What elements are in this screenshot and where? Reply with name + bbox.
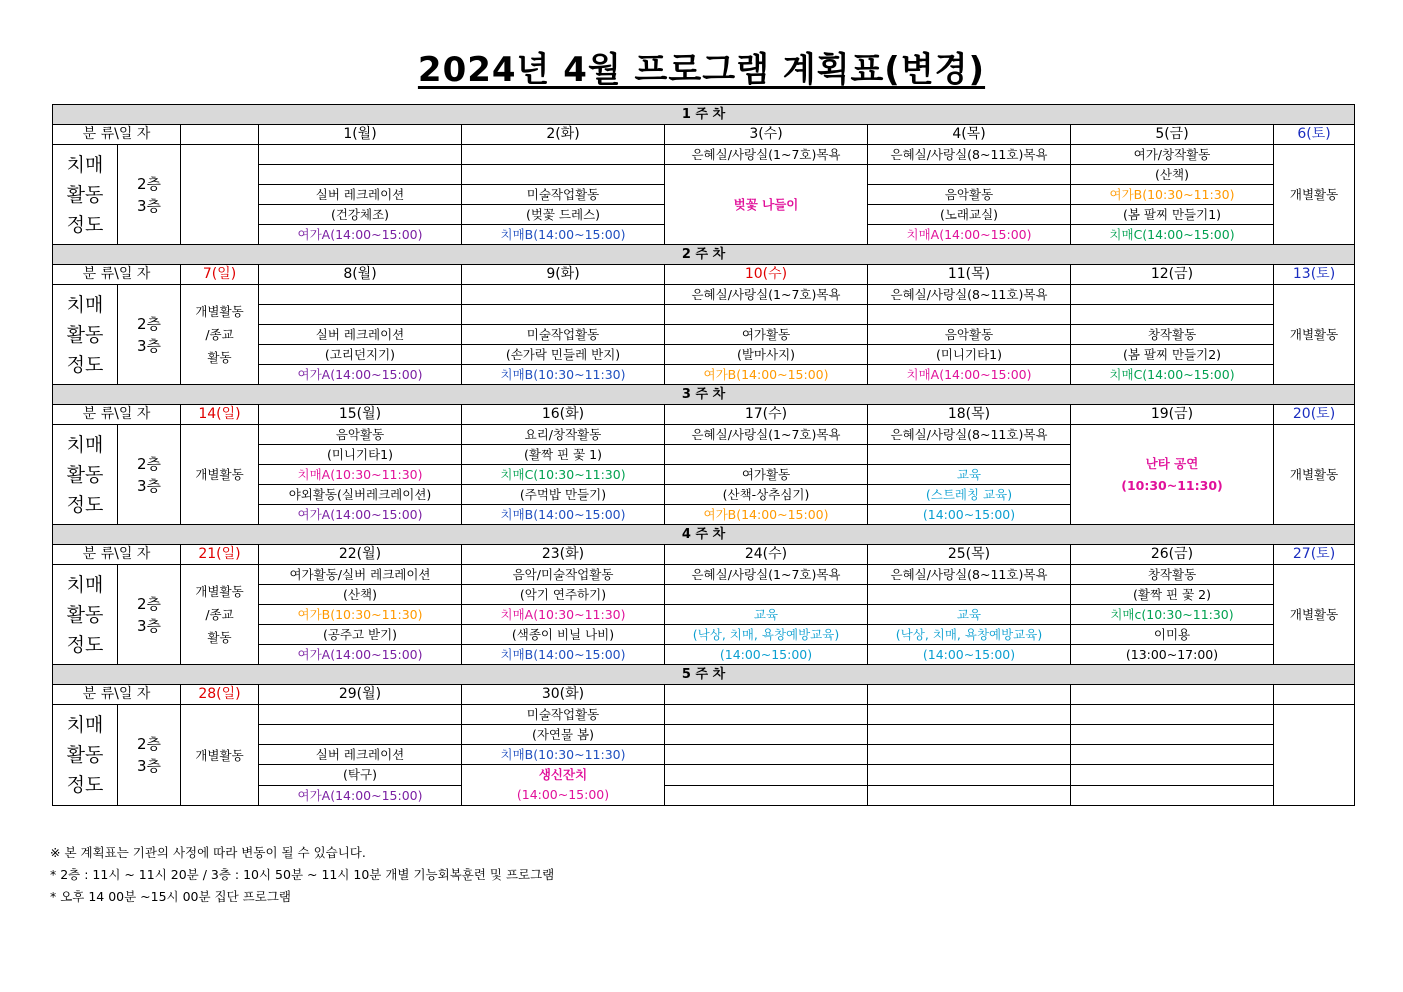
program-cell: 여가B(14:00~15:00) [665, 365, 868, 385]
program-cell: 은혜실/사랑실(8~11호)목욕 [868, 565, 1071, 585]
program-cell: 여가A(14:00~15:00) [259, 365, 462, 385]
program-cell: 음악활동 [259, 425, 462, 445]
program-cell: 실버 레크레이션 [259, 185, 462, 205]
program-cell: (고리던지기) [259, 345, 462, 365]
program-cell [665, 305, 868, 325]
program-cell: 여가A(14:00~15:00) [259, 505, 462, 525]
program-cell: 야외활동(실버레크레이션) [259, 485, 462, 505]
floor-label: 2층 3층 [118, 145, 181, 245]
day-fri: 26(금) [1071, 545, 1274, 565]
program-cell: 교육 [868, 605, 1071, 625]
program-cell: 치매B(10:30~11:30) [462, 745, 665, 765]
program-cell: (미니기타1) [259, 445, 462, 465]
day-sunday: 14(일) [181, 405, 259, 425]
program-cell: 여가B(14:00~15:00) [665, 505, 868, 525]
program-cell: 치매C(10:30~11:30) [462, 465, 665, 485]
category-label: 치매 활동 정도 [53, 565, 118, 665]
program-cell: 은혜실/사랑실(8~11호)목욕 [868, 145, 1071, 165]
program-cell: 여가A(14:00~15:00) [259, 645, 462, 665]
program-cell: 은혜실/사랑실(1~7호)목욕 [665, 145, 868, 165]
program-cell: (손가락 민들레 반지) [462, 345, 665, 365]
program-cell [665, 445, 868, 465]
program-cell: (14:00~15:00) [665, 645, 868, 665]
program-cell: 교육 [868, 465, 1071, 485]
program-cell [868, 705, 1071, 725]
program-cell: 여가/창작활동 [1071, 145, 1274, 165]
program-cell [1071, 745, 1274, 765]
program-cell: 여가활동 [665, 465, 868, 485]
program-cell [665, 725, 868, 745]
day-saturday [1274, 685, 1355, 705]
day-tue: 23(화) [462, 545, 665, 565]
program-cell: 치매A(10:30~11:30) [259, 465, 462, 485]
schedule-table [52, 104, 1355, 806]
program-cell [1071, 785, 1274, 806]
program-cell [259, 305, 462, 325]
day-thu [868, 685, 1071, 705]
program-cell: (건강체조) [259, 205, 462, 225]
floor-label: 2층 3층 [118, 705, 181, 806]
program-cell [868, 445, 1071, 465]
day-mon: 15(월) [259, 405, 462, 425]
day-mon: 22(월) [259, 545, 462, 565]
day-fri: 12(금) [1071, 265, 1274, 285]
program-cell: (악기 연주하기) [462, 585, 665, 605]
day-sunday: 7(일) [181, 265, 259, 285]
footnote: * 2층 : 11시 ~ 11시 20분 / 3층 : 10시 50분 ~ 11시 10분 개별 기능회복훈련 및 프로그램 [50, 867, 555, 882]
program-cell [1071, 705, 1274, 725]
program-cell: 치매c(10:30~11:30) [1071, 605, 1274, 625]
program-cell [259, 705, 462, 725]
program-cell: (산책) [1071, 165, 1274, 185]
day-mon: 29(월) [259, 685, 462, 705]
program-cell: 미술작업활동 [462, 705, 665, 725]
program-cell: (탁구) [259, 765, 462, 786]
program-cell: 치매B(14:00~15:00) [462, 505, 665, 525]
sunday-activity [181, 145, 259, 245]
program-cell [665, 585, 868, 605]
program-cell: 이미용 [1071, 625, 1274, 645]
program-cell: 치매A(14:00~15:00) [868, 365, 1071, 385]
day-saturday: 13(토) [1274, 265, 1355, 285]
footnote: * 오후 14 00분 ~15시 00분 집단 프로그램 [50, 889, 291, 904]
week-label: 1 주 차 [53, 105, 1355, 125]
floor-label: 2층 3층 [118, 565, 181, 665]
program-cell: (미니기타1) [868, 345, 1071, 365]
category-header: 분 류\일 자 [53, 685, 181, 705]
program-cell: (발마사지) [665, 345, 868, 365]
program-cell: 치매B(14:00~15:00) [462, 225, 665, 245]
program-cell [259, 165, 462, 185]
program-cell [259, 285, 462, 305]
program-cell [259, 725, 462, 745]
program-cell [1071, 305, 1274, 325]
program-cell: 치매C(14:00~15:00) [1071, 225, 1274, 245]
page-title: 2024년 4월 프로그램 계획표(변경) [417, 50, 986, 90]
program-cell [868, 785, 1071, 806]
category-label: 치매 활동 정도 [53, 705, 118, 806]
program-cell: (활짝 핀 꽃 2) [1071, 585, 1274, 605]
special-event: 난타 공연 (10:30~11:30) [1071, 425, 1274, 525]
program-cell: (공주고 받기) [259, 625, 462, 645]
program-cell: 창작활동 [1071, 325, 1274, 345]
program-cell [665, 765, 868, 786]
program-cell: 치매A(14:00~15:00) [868, 225, 1071, 245]
program-cell [868, 725, 1071, 745]
day-thu: 4(목) [868, 125, 1071, 145]
category-header: 분 류\일 자 [53, 545, 181, 565]
category-label: 치매 활동 정도 [53, 425, 118, 525]
day-mon: 8(월) [259, 265, 462, 285]
program-cell: 음악활동 [868, 325, 1071, 345]
program-cell: 미술작업활동 [462, 185, 665, 205]
day-wed [665, 685, 868, 705]
day-fri [1071, 685, 1274, 705]
program-cell: (산책-상추심기) [665, 485, 868, 505]
week-label: 3 주 차 [53, 385, 1355, 405]
program-cell: (자연물 봄) [462, 725, 665, 745]
day-thu: 25(목) [868, 545, 1071, 565]
week-label: 2 주 차 [53, 245, 1355, 265]
footnotes [50, 842, 554, 908]
day-saturday: 6(토) [1274, 125, 1355, 145]
program-cell [868, 585, 1071, 605]
program-cell [1071, 765, 1274, 786]
category-header: 분 류\일 자 [53, 125, 181, 145]
day-tue: 30(화) [462, 685, 665, 705]
sunday-activity: 개별활동 [181, 425, 259, 525]
floor-label: 2층 3층 [118, 285, 181, 385]
day-tue: 9(화) [462, 265, 665, 285]
saturday-activity: 개별활동 [1274, 425, 1355, 525]
day-wed: 3(수) [665, 125, 868, 145]
program-cell: (낙상, 치매, 욕창예방교육) [868, 625, 1071, 645]
program-cell: 미술작업활동 [462, 325, 665, 345]
program-cell: (벚꽃 드레스) [462, 205, 665, 225]
program-cell [462, 285, 665, 305]
program-cell [1071, 285, 1274, 305]
program-cell: 음악/미술작업활동 [462, 565, 665, 585]
program-cell [462, 145, 665, 165]
day-thu: 11(목) [868, 265, 1071, 285]
program-cell: 은혜실/사랑실(8~11호)목욕 [868, 425, 1071, 445]
program-cell: 실버 레크레이션 [259, 745, 462, 765]
day-sunday: 21(일) [181, 545, 259, 565]
program-cell [868, 745, 1071, 765]
program-cell: (14:00~15:00) [868, 645, 1071, 665]
program-cell: 여가B(10:30~11:30) [259, 605, 462, 625]
saturday-activity: 개별활동 [1274, 145, 1355, 245]
sunday-activity: 개별활동 /종교 활동 [181, 285, 259, 385]
saturday-activity [1274, 705, 1355, 806]
program-cell: 치매C(14:00~15:00) [1071, 365, 1274, 385]
program-cell: (스트레칭 교육) [868, 485, 1071, 505]
program-cell: 은혜실/사랑실(1~7호)목욕 [665, 425, 868, 445]
day-sunday: 28(일) [181, 685, 259, 705]
program-cell [868, 765, 1071, 786]
program-cell: 은혜실/사랑실(8~11호)목욕 [868, 285, 1071, 305]
program-cell [462, 305, 665, 325]
program-cell [259, 145, 462, 165]
day-tue: 16(화) [462, 405, 665, 425]
program-cell: (노래교실) [868, 205, 1071, 225]
program-cell: (주먹밥 만들기) [462, 485, 665, 505]
program-cell [868, 165, 1071, 185]
program-cell: (색종이 비닐 나비) [462, 625, 665, 645]
program-cell: 여가A(14:00~15:00) [259, 225, 462, 245]
day-saturday: 27(토) [1274, 545, 1355, 565]
program-cell [665, 785, 868, 806]
program-cell [462, 165, 665, 185]
program-cell: (활짝 핀 꽃 1) [462, 445, 665, 465]
program-cell: 치매B(14:00~15:00) [462, 645, 665, 665]
category-header: 분 류\일 자 [53, 265, 181, 285]
program-cell: (낙상, 치매, 욕창예방교육) [665, 625, 868, 645]
program-cell: 음악활동 [868, 185, 1071, 205]
program-cell: 여가A(14:00~15:00) [259, 785, 462, 806]
program-cell [665, 705, 868, 725]
sunday-activity: 개별활동 /종교 활동 [181, 565, 259, 665]
day-wed: 10(수) [665, 265, 868, 285]
program-cell: 여가활동/실버 레크레이션 [259, 565, 462, 585]
day-sunday [181, 125, 259, 145]
program-cell: (14:00~15:00) [868, 505, 1071, 525]
program-cell: 요리/창작활동 [462, 425, 665, 445]
program-cell: 여가활동 [665, 325, 868, 345]
program-cell: (봄 팔찌 만들기1) [1071, 205, 1274, 225]
program-cell: 은혜실/사랑실(1~7호)목욕 [665, 285, 868, 305]
day-saturday: 20(토) [1274, 405, 1355, 425]
special-event: 생신잔치 (14:00~15:00) [462, 765, 665, 806]
program-cell: 교육 [665, 605, 868, 625]
program-cell: 여가B(10:30~11:30) [1071, 185, 1274, 205]
sunday-activity: 개별활동 [181, 705, 259, 806]
program-cell [868, 305, 1071, 325]
program-cell: (봄 팔찌 만들기2) [1071, 345, 1274, 365]
program-cell: 창작활동 [1071, 565, 1274, 585]
floor-label: 2층 3층 [118, 425, 181, 525]
program-cell: (13:00~17:00) [1071, 645, 1274, 665]
week-label: 5 주 차 [53, 665, 1355, 685]
category-header: 분 류\일 자 [53, 405, 181, 425]
special-event: 벚꽃 나들이 [665, 165, 868, 245]
day-fri: 5(금) [1071, 125, 1274, 145]
day-tue: 2(화) [462, 125, 665, 145]
week-label: 4 주 차 [53, 525, 1355, 545]
saturday-activity: 개별활동 [1274, 565, 1355, 665]
day-thu: 18(목) [868, 405, 1071, 425]
program-cell: (산책) [259, 585, 462, 605]
day-wed: 24(수) [665, 545, 868, 565]
program-cell [1071, 725, 1274, 745]
category-label: 치매 활동 정도 [53, 145, 118, 245]
footnote: ※ 본 계획표는 기관의 사정에 따라 변동이 될 수 있습니다. [50, 845, 366, 860]
program-cell: 은혜실/사랑실(1~7호)목욕 [665, 565, 868, 585]
program-cell: 치매A(10:30~11:30) [462, 605, 665, 625]
category-label: 치매 활동 정도 [53, 285, 118, 385]
program-cell: 실버 레크레이션 [259, 325, 462, 345]
program-cell [665, 745, 868, 765]
day-wed: 17(수) [665, 405, 868, 425]
program-cell: 치매B(10:30~11:30) [462, 365, 665, 385]
day-fri: 19(금) [1071, 405, 1274, 425]
day-mon: 1(월) [259, 125, 462, 145]
saturday-activity: 개별활동 [1274, 285, 1355, 385]
